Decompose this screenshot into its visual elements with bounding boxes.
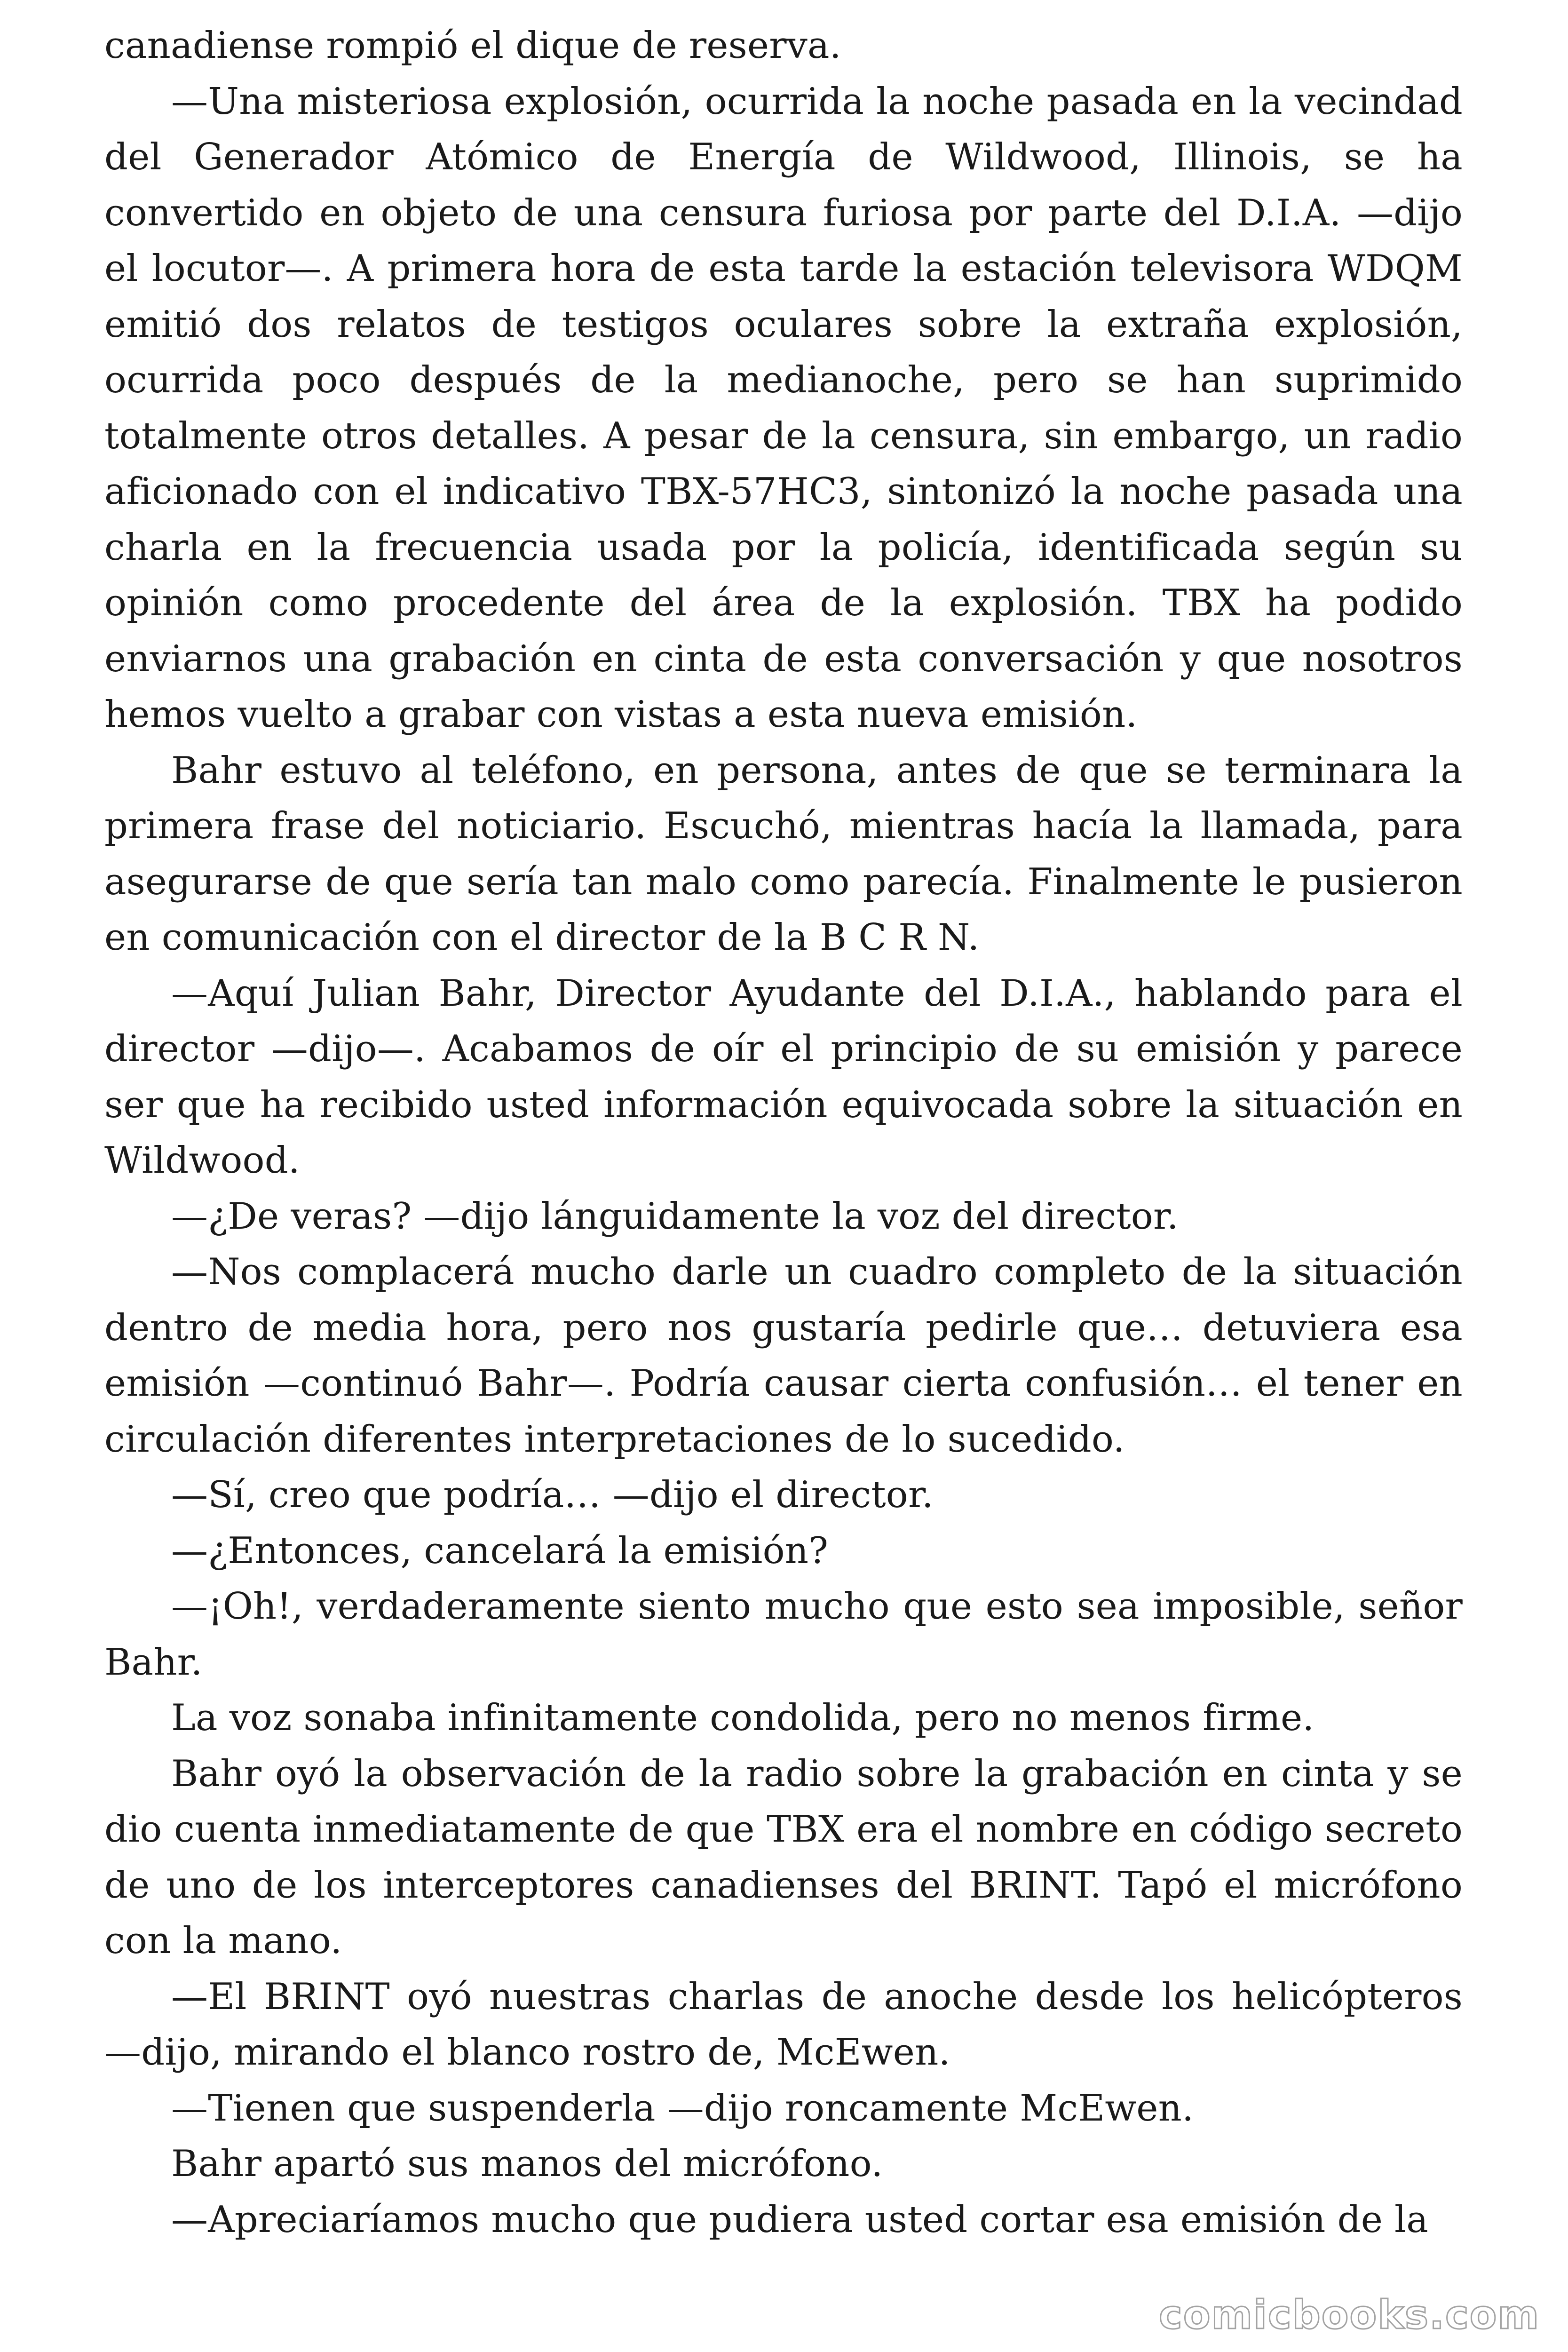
paragraph-15: —Apreciaríamos mucho que pudiera usted cortar esa emisión de la [171,2198,1428,2241]
paragraph-11: Bahr oyó la observación de la radio sobre la grabación en cinta y se dio cuenta inmediatamente de que TBX era el nombre en código secreto de uno de los interceptores canadienses del BRINT. Tapó el micrófono con la mano. [104,1752,1463,1962]
paragraph-4: —Aquí Julian Bahr, Director Ayudante del D.I.A., hablando para el director —dijo—. Acabamos de oír el principio de su emisión y parece ser que ha recibido usted información equivocada sobre la situación en Wildwood. [104,972,1463,1182]
paragraph-14: Bahr apartó sus manos del micrófono. [171,2143,883,2185]
watermark-text: comicbooks.com [1159,2292,1540,2338]
paragraph-5: —¿De veras? —dijo lánguidamente la voz del director. [171,1195,1179,1238]
paragraph-9: —¡Oh!, verdaderamente siento mucho que esto sea imposible, señor Bahr. [104,1585,1463,1684]
paragraph-13: —Tienen que suspenderla —dijo roncamente McEwen. [171,2087,1194,2130]
paragraph-12: —El BRINT oyó nuestras charlas de anoche desde los helicópteros —dijo, mirando el blanco rostro de, McEwen. [104,1975,1463,2074]
page-text [104,18,1463,2248]
paragraph-8: —¿Entonces, cancelará la emisión? [171,1529,829,1572]
paragraph-2: —Una misteriosa explosión, ocurrida la noche pasada en la vecindad del Generador Atómico de Energía de Wildwood, Illinois, se ha convertido en objeto de una censura furiosa por parte del D.I.A. —dijo el locutor—. A primera hora de esta tarde la estación televisora WDQM emitió dos relatos de testigos oculares sobre la extraña explosión, ocurrida poco después de la medianoche, pero se han suprimido totalmente otros detalles. A pesar de la censura, sin embargo, un radio aficionado con el indicativo TBX-57HC3, sintonizó la noche pasada una charla en la frecuencia usada por la policía, identificada según su opinión como procedente del área de la explosión. TBX ha podido enviarnos una grabación en cinta de esta conversación y que nosotros hemos vuelto a grabar con vistas a esta nueva emisión. [104,80,1463,736]
paragraph-3: Bahr estuvo al teléfono, en persona, antes de que se terminara la primera frase del noticiario. Escuchó, mientras hacía la llamada, para asegurarse de que sería tan malo como parecía. Finalmente le pusieron en comunicación con el director de la B C R N. [104,749,1463,959]
paragraph-1: canadiense rompió el dique de reserva. [104,24,841,67]
paragraph-6: —Nos complacerá mucho darle un cuadro completo de la situación dentro de media hora, pero nos gustaría pedirle que… detuviera esa emisión —continuó Bahr—. Podría causar cierta confusión… el tener en circulación diferentes interpretaciones de lo sucedido. [104,1251,1463,1461]
paragraph-10: La voz sonaba infinitamente condolida, pero no menos firme. [171,1697,1315,1739]
paragraph-7: —Sí, creo que podría… —dijo el director. [171,1474,934,1516]
